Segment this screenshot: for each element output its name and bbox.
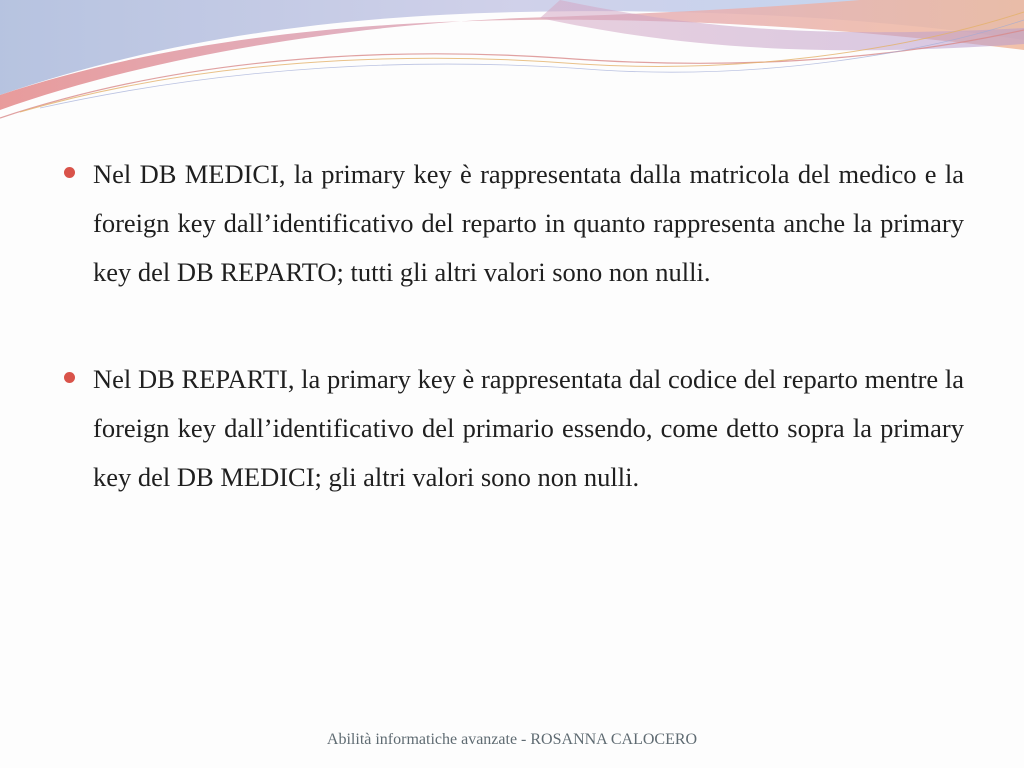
bullet-list [64,150,964,502]
bullet-item [64,355,964,502]
bullet-dot-icon [64,372,75,383]
bullet-text: Nel DB REPARTI, la primary key è rappresentata dal codice del reparto mentre la foreign key dall’identificativo del primario essendo, come detto sopra la primary key del DB MEDICI; gli altri valori sono non nulli. [93,364,964,492]
bullet-text: Nel DB MEDICI, la primary key è rappresentata dalla matricola del medico e la foreign key dall’identificativo del reparto in quanto rappresenta anche la primary key del DB REPARTO; tutti gli altri valori sono non nulli. [93,159,964,287]
bullet-dot-icon [64,167,75,178]
header-swoosh-decoration [0,0,1024,130]
bullet-item [64,150,964,297]
slide-footer: Abilità informatiche avanzate - ROSANNA CALOCERO [326,731,698,748]
